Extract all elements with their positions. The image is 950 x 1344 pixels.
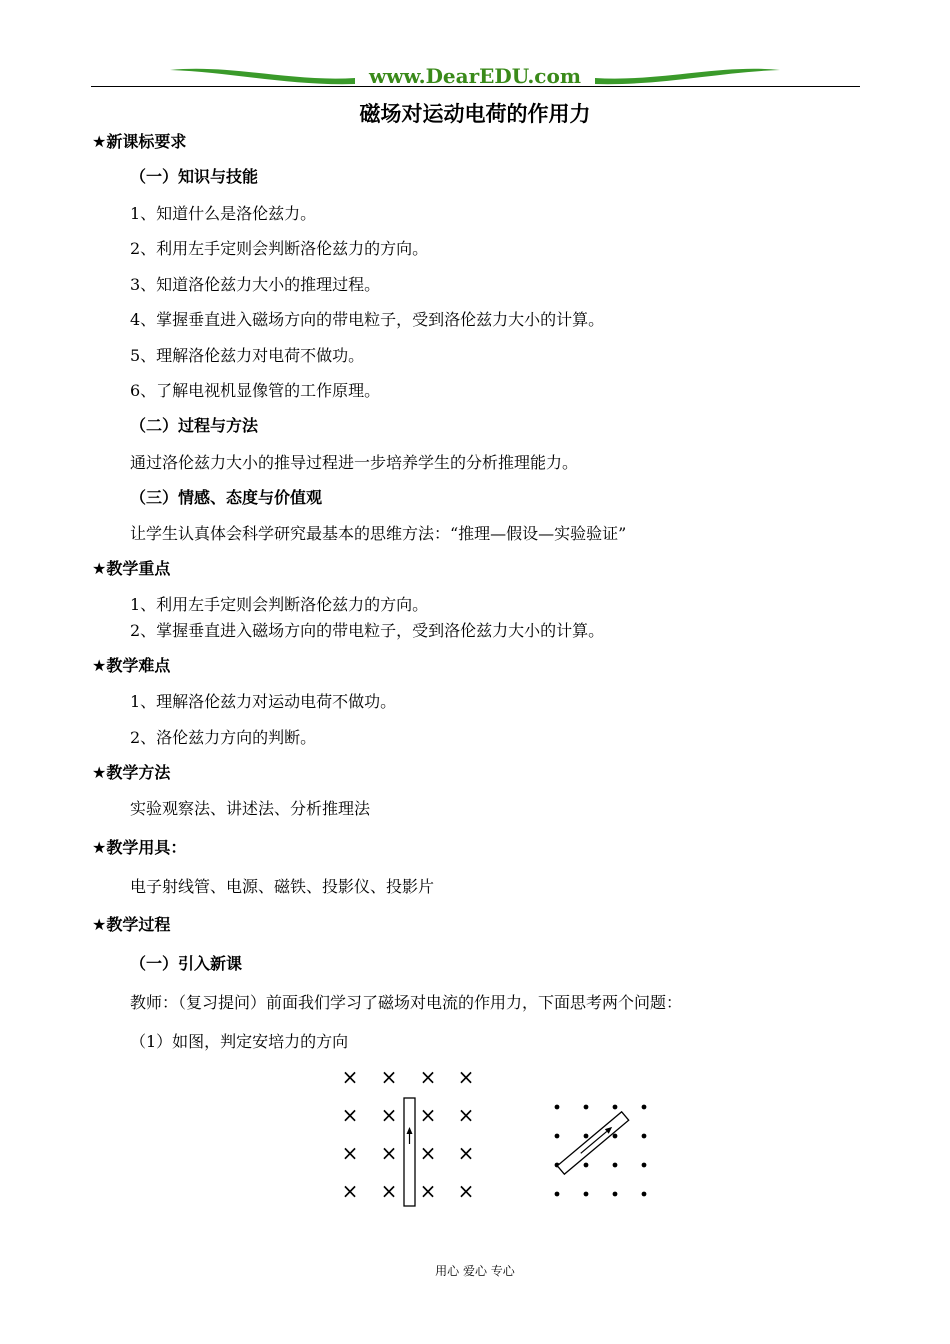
page-footer: 用心 爱心 专心 <box>435 1264 515 1278</box>
field-dot-mark <box>642 1134 647 1139</box>
field-dot-mark <box>584 1134 589 1139</box>
page-title: 磁场对运动电荷的作用力 <box>359 102 591 126</box>
field-cross-mark: × <box>341 1103 359 1127</box>
field-cross-mark: × <box>341 1141 359 1165</box>
field-cross-mark: × <box>457 1141 475 1165</box>
paragraph: 让学生认真体会科学研究最基本的思维方法：“推理—假设—实验验证” <box>130 524 627 543</box>
field-cross-mark: × <box>419 1065 437 1089</box>
field-dot-mark <box>584 1163 589 1168</box>
field-cross-mark: × <box>380 1065 398 1089</box>
field-dot-mark <box>584 1192 589 1197</box>
section-heading-requirements: ★新课标要求 <box>92 132 187 151</box>
section-heading-tools: ★教学用具： <box>92 838 187 857</box>
list-item: 1、理解洛伦兹力对运动电荷不做功。 <box>130 692 397 711</box>
figure-magnetic-field-out-of-page <box>545 1095 660 1210</box>
field-cross-mark: × <box>457 1103 475 1127</box>
field-dot-mark <box>613 1134 618 1139</box>
list-item: 2、掌握垂直进入磁场方向的带电粒子，受到洛伦兹力大小的计算。 <box>130 621 605 640</box>
field-dot-mark <box>642 1105 647 1110</box>
section-heading-procedure: ★教学过程 <box>92 915 171 934</box>
paragraph: 实验观察法、讲述法、分析推理法 <box>130 799 371 818</box>
section-heading-difficulties: ★教学难点 <box>92 656 171 675</box>
field-dot-mark <box>555 1105 560 1110</box>
conductor-rod <box>404 1098 415 1206</box>
field-dot-mark <box>613 1192 618 1197</box>
svg-text:www.DearEDU.com: www.DearEDU.com <box>368 64 582 88</box>
field-dot-mark <box>642 1163 647 1168</box>
field-cross-mark: × <box>419 1141 437 1165</box>
list-item: 4、掌握垂直进入磁场方向的带电粒子，受到洛伦兹力大小的计算。 <box>130 310 605 329</box>
field-cross-mark: × <box>341 1179 359 1203</box>
tilted-conductor-rod <box>557 1112 628 1174</box>
paragraph: （1）如图，判定安培力的方向 <box>130 1032 349 1051</box>
subheading-values: （三）情感、态度与价值观 <box>130 488 323 507</box>
paragraph: 电子射线管、电源、磁铁、投影仪、投影片 <box>130 877 435 896</box>
section-heading-key-points: ★教学重点 <box>92 559 171 578</box>
list-item: 2、利用左手定则会判断洛伦兹力的方向。 <box>130 239 429 258</box>
section-heading-methods: ★教学方法 <box>92 763 171 782</box>
list-item: 1、知道什么是洛伦兹力。 <box>130 204 317 223</box>
field-dot-mark <box>613 1163 618 1168</box>
subheading-introduction: （一）引入新课 <box>130 954 243 973</box>
field-dot-mark <box>642 1192 647 1197</box>
field-cross-mark: × <box>341 1065 359 1089</box>
field-dot-mark <box>555 1192 560 1197</box>
field-cross-mark: × <box>457 1179 475 1203</box>
list-item: 3、知道洛伦兹力大小的推理过程。 <box>130 275 381 294</box>
subheading-knowledge: （一）知识与技能 <box>130 167 259 186</box>
list-item: 6、了解电视机显像管的工作原理。 <box>130 381 381 400</box>
field-cross-mark: × <box>419 1179 437 1203</box>
list-item: 2、洛伦兹力方向的判断。 <box>130 728 317 747</box>
field-dot-mark <box>613 1105 618 1110</box>
header-rule <box>91 86 860 87</box>
field-cross-mark: × <box>380 1103 398 1127</box>
list-item: 1、利用左手定则会判断洛伦兹力的方向。 <box>130 595 429 614</box>
paragraph: 教师：（复习提问）前面我们学习了磁场对电流的作用力，下面思考两个问题： <box>130 993 683 1012</box>
field-cross-mark: × <box>457 1065 475 1089</box>
field-dot-mark <box>584 1105 589 1110</box>
field-cross-mark: × <box>380 1141 398 1165</box>
field-cross-mark: × <box>380 1179 398 1203</box>
figure-magnetic-field-into-page <box>330 1060 490 1210</box>
subheading-process: （二）过程与方法 <box>130 416 259 435</box>
field-cross-mark: × <box>419 1103 437 1127</box>
list-item: 5、理解洛伦兹力对电荷不做功。 <box>130 346 365 365</box>
paragraph: 通过洛伦兹力大小的推导过程进一步培养学生的分析推理能力。 <box>130 453 579 472</box>
field-dot-mark <box>555 1134 560 1139</box>
